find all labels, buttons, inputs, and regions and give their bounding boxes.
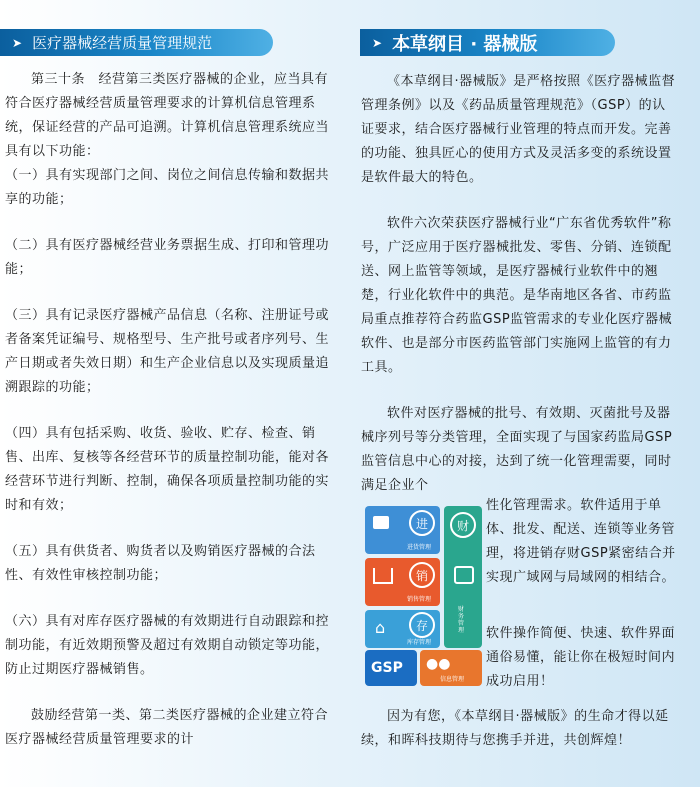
function-item-1: （一）具有实现部门之间、岗位之间信息传输和数据共享的功能； <box>5 168 330 207</box>
right-banner-title: 本草纲目 · 器械版 <box>392 33 538 55</box>
closing-paragraph: 因为有您，《本草纲目·器械版》的生命才得以延续，和晖科技期待与您携手并进，共创辉煌！ <box>361 709 669 748</box>
management-paragraph-continued: 性化管理需求。软件适用于单体、批发、配送、连锁等业务管理，将进销存财GSP紧密结合并实现广域网与局域网的相结合。 <box>486 498 676 585</box>
function-item-2: （二）具有医疗器械经营业务票据生成、打印和管理功能； <box>5 238 330 277</box>
purchase-char: 进 <box>409 510 435 536</box>
purchase-label: 进货管理 <box>407 544 432 551</box>
function-item-4: （四）具有包括采购、收货、验收、贮存、检查、销售、出库、复核等各经营环节的质量控制功能，能对各经营环节进行判断、控制，确保各项质量控制功能的实时和有效； <box>5 426 330 513</box>
inventory-char: 存 <box>409 612 435 638</box>
finance-tile <box>444 506 482 648</box>
folder-icon <box>373 516 389 529</box>
info-label: 信息管理 <box>440 676 465 683</box>
ease-of-use-paragraph: 软件操作简便、快速、软件界面通俗易懂，能让你在极短时间内成功启用！ <box>486 626 676 689</box>
management-paragraph: 软件对医疗器械的批号、有效期、灭菌批号及器械序列号等分类管理，全面实现了与国家药监局GSP监管信息中心的对接，达到了统一化管理需要，同时满足企业个 <box>361 406 673 493</box>
left-banner-title: 医疗器械经营质量管理规范 <box>32 34 213 52</box>
sales-char: 销 <box>409 562 435 588</box>
left-section-banner <box>0 29 273 56</box>
users-icon: ●● <box>426 656 451 672</box>
module-tiles-graphic <box>365 506 482 686</box>
chevron-right-icon: ➤ <box>12 35 23 50</box>
gsp-tile <box>365 650 417 686</box>
inventory-tile <box>365 610 440 648</box>
wallet-icon <box>454 566 474 584</box>
chevron-right-icon: ➤ <box>372 35 383 50</box>
purchase-tile <box>365 506 440 554</box>
info-tile <box>420 650 482 686</box>
article-outro: 鼓励经营第一类、第二类医疗器械的企业建立符合医疗器械经营质量管理要求的计 <box>5 708 329 747</box>
finance-char: 财 <box>450 512 476 538</box>
right-section-banner <box>360 29 615 56</box>
function-item-5: （五）具有供货者、购货者以及购销医疗器械的合法性、有效性审核控制功能； <box>5 544 316 583</box>
finance-label: 财务管理 <box>458 606 465 634</box>
cart-icon <box>373 568 393 584</box>
article-intro: 第三十条 经营第三类医疗器械的企业，应当具有符合医疗器械经营质量管理要求的计算机信息管理系统，保证经营的产品可追溯。计算机信息管理系统应当具有以下功能： <box>5 72 330 159</box>
home-icon: ⌂ <box>375 618 386 637</box>
inventory-label: 库存管理 <box>407 639 432 646</box>
function-item-6: （六）具有对库存医疗器械的有效期进行自动跟踪和控制功能，有近效期预警及超过有效期自动锁定等功能，防止过期医疗器械销售。 <box>5 614 330 677</box>
right-column <box>361 70 679 498</box>
product-intro-paragraph: 《本草纲目·器械版》是严格按照《医疗器械监督管理条例》以及《药品质量管理规范》（GSP）的认证要求，结合医疗器械行业管理的特点而开发。完善的功能、独具匠心的使用方式及灵活多变的系统设置是软件最大的特色。 <box>361 74 676 185</box>
awards-paragraph: 软件六次荣获医疗器械行业“广东省优秀软件”称号，广泛应用于医疗器械批发、零售、分销、连锁配送、网上监管等领域，是医疗器械行业软件中的翘楚，行业化软件中的典范。是华南地区各省、市药监局重点推荐符合药监GSP监管需求的专业化医疗器械软件、也是部分市医药监管部门实施网上监管的有力工具。 <box>361 216 673 375</box>
gsp-label: GSP <box>371 660 403 676</box>
sales-label: 销售管理 <box>407 596 432 603</box>
sales-tile <box>365 558 440 606</box>
function-item-3: （三）具有记录医疗器械产品信息（名称、注册证号或者备案凭证编号、规格型号、生产批号或者序列号、生产日期或者失效日期）和生产企业信息以及实现质量追溯跟踪的功能； <box>5 308 330 395</box>
left-column <box>5 68 330 752</box>
